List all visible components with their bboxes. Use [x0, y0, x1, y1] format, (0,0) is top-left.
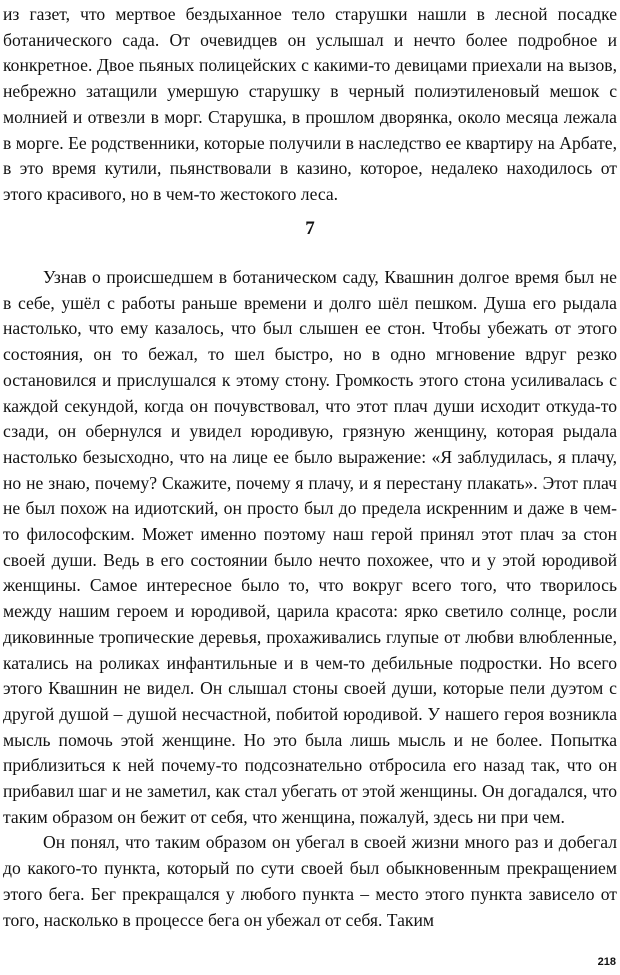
paragraph-2: Он понял, что таким образом он убегал в своей жизни много раз и добегал до какого-то пункта, который по сути своей был обыкновенным прекращением этого бега. Бег прекращался у любого пункта – место этого пункта зависело от того, насколько в процессе бега он убежал от себя. Таким — [3, 832, 617, 930]
chapter-heading: 7 — [305, 218, 315, 239]
page-number: 218 — [597, 956, 616, 968]
previous-chapter-ending — [3, 2, 617, 208]
chapter-body — [3, 265, 617, 933]
continuation-paragraph: из газет, что мертвое бездыханное тело старушки нашли в лесной посадке ботанического сада. От очевидцев он услышал и нечто более подробное и конкретное. Двое пьяных полицейских с какими-то девицами приехали на вызов, небрежно затащили умершую старушку в черный полиэтиленовый мешок с молнией и отвезли в морг. Старушка, в прошлом дворянка, около месяца лежала в морге. Ее родственники, которые получили в наследство ее квартиру на Арбате, в это время кутили, пьянствовали в казино, которое, недалеко находилось от этого красивого, но в чем-то жестокого леса. — [3, 4, 617, 204]
paragraph-1: Узнав о происшедшем в ботаническом саду, Квашнин долгое время был не в себе, ушёл с работы раньше времени и долго шёл пешком. Душа его рыдала настолько, что ему казалось, что был слышен ее стон. Чтобы убежать от этого состояния, он то бежал, то шел быстро, но в одно мгновение вдруг резко остановился и прислушался к этому стону. Громкость этого стона усиливалась с каждой секундой, когда он почувствовал, что этот плач души исходит откуда-то сзади, он обернулся и увидел юродивую, грязную женщину, которая рыдала настолько безысходно, что на лице ее было выражение: «Я заблудилась, я плачу, но не знаю, почему? Скажите, почему я плачу, и я перестану плакать». Этот плач не был похож на идиотский, он просто был до предела искренним и даже в чем-то философским. Может именно поэтому наш герой принял этот плач за стон своей души. Ведь в его состоянии было нечто похожее, что и у этой юродивой женщины. Самое интересное было то, что вокруг всего того, что творилось между нашим героем и юродивой, царила красота: ярко светило солнце, росли диковинные тропические деревья, прохаживались глупые от любви влюбленные, катались на роликах инфантильные и в чем-то дебильные подростки. Но всего этого Квашнин не видел. Он слышал стоны своей души, которые пели дуэтом с другой душой – душой несчастной, побитой юродивой. У нашего героя возникла мысль помочь этой женщине. Но это была лишь мысль и не более. Попытка приблизиться к ней почему-то подсознательно отбросила его назад так, что он прибавил шаг и не заметил, как стал убегать от этой женщины. Он догадался, что таким образом он бежит от себя, что женщина, пожалуй, здесь ни при чем. — [3, 267, 617, 827]
